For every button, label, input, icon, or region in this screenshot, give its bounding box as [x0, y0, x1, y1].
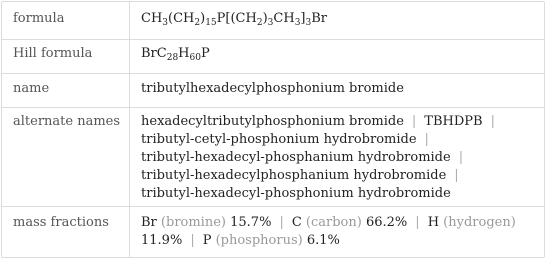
mass-fraction-h-pct: 11.9%: [141, 233, 183, 248]
mass-fraction-br: Br (bromine) 15.7%: [141, 215, 272, 230]
mass-fraction-c: C (carbon) 66.2%: [291, 215, 408, 230]
alternate-names-label: alternate names: [2, 107, 130, 206]
mass-fraction-p: P (phosphorus) 6.1%: [202, 233, 340, 248]
mass-fractions-value: Br (bromine) 15.7% | C (carbon) 66.2% | H (hydrogen) 11.9% | P (phosphorus) 6.1%: [141, 215, 516, 248]
hill-formula-row: [2, 39, 544, 74]
alternate-name: tributyl-hexadecyl-phosphonium hydrobromide: [141, 186, 451, 201]
alternate-names-row: [2, 107, 544, 207]
mass-fractions-row: [2, 206, 544, 257]
alternate-name: tributyl-hexadecylphosphanium hydrobromide: [141, 168, 447, 183]
mass-fractions-label: mass fractions: [2, 206, 130, 257]
formula-value: $CH_3(CH_2)_{15}P[(CH_2)_3CH_3]_3Br$: [141, 11, 328, 28]
alternate-names-value: hexadecyltributylphosphonium bromide | TBHDPB | tributyl-cetyl-phosphonium hydrobromide | tributyl-hexadecyl-phosphanium hydrobromide | tributyl-hexadecylphosphanium hydrobromide | tributyl-hexadecyl-phosphonium hydrobromide: [141, 114, 495, 201]
alternate-name: hexadecyltributylphosphonium bromide: [141, 114, 404, 129]
name-value: tributylhexadecylphosphonium bromide: [141, 81, 404, 96]
alternate-name: tributyl-hexadecyl-phosphanium hydrobromide: [141, 150, 451, 165]
alternate-name: TBHDPB: [424, 114, 483, 129]
hill-formula-value: $BrC_{28}H_{60}P$: [141, 46, 210, 63]
hill-formula-label: Hill formula: [2, 39, 130, 73]
name-row: [2, 73, 544, 108]
mass-fraction-h: H (hydrogen): [427, 215, 516, 230]
formula-label: formula: [2, 2, 130, 39]
properties-table: [1, 1, 545, 258]
formula-row: [2, 2, 544, 40]
name-label: name: [2, 73, 130, 107]
alternate-name: tributyl-cetyl-phosphonium hydrobromide: [141, 132, 417, 147]
